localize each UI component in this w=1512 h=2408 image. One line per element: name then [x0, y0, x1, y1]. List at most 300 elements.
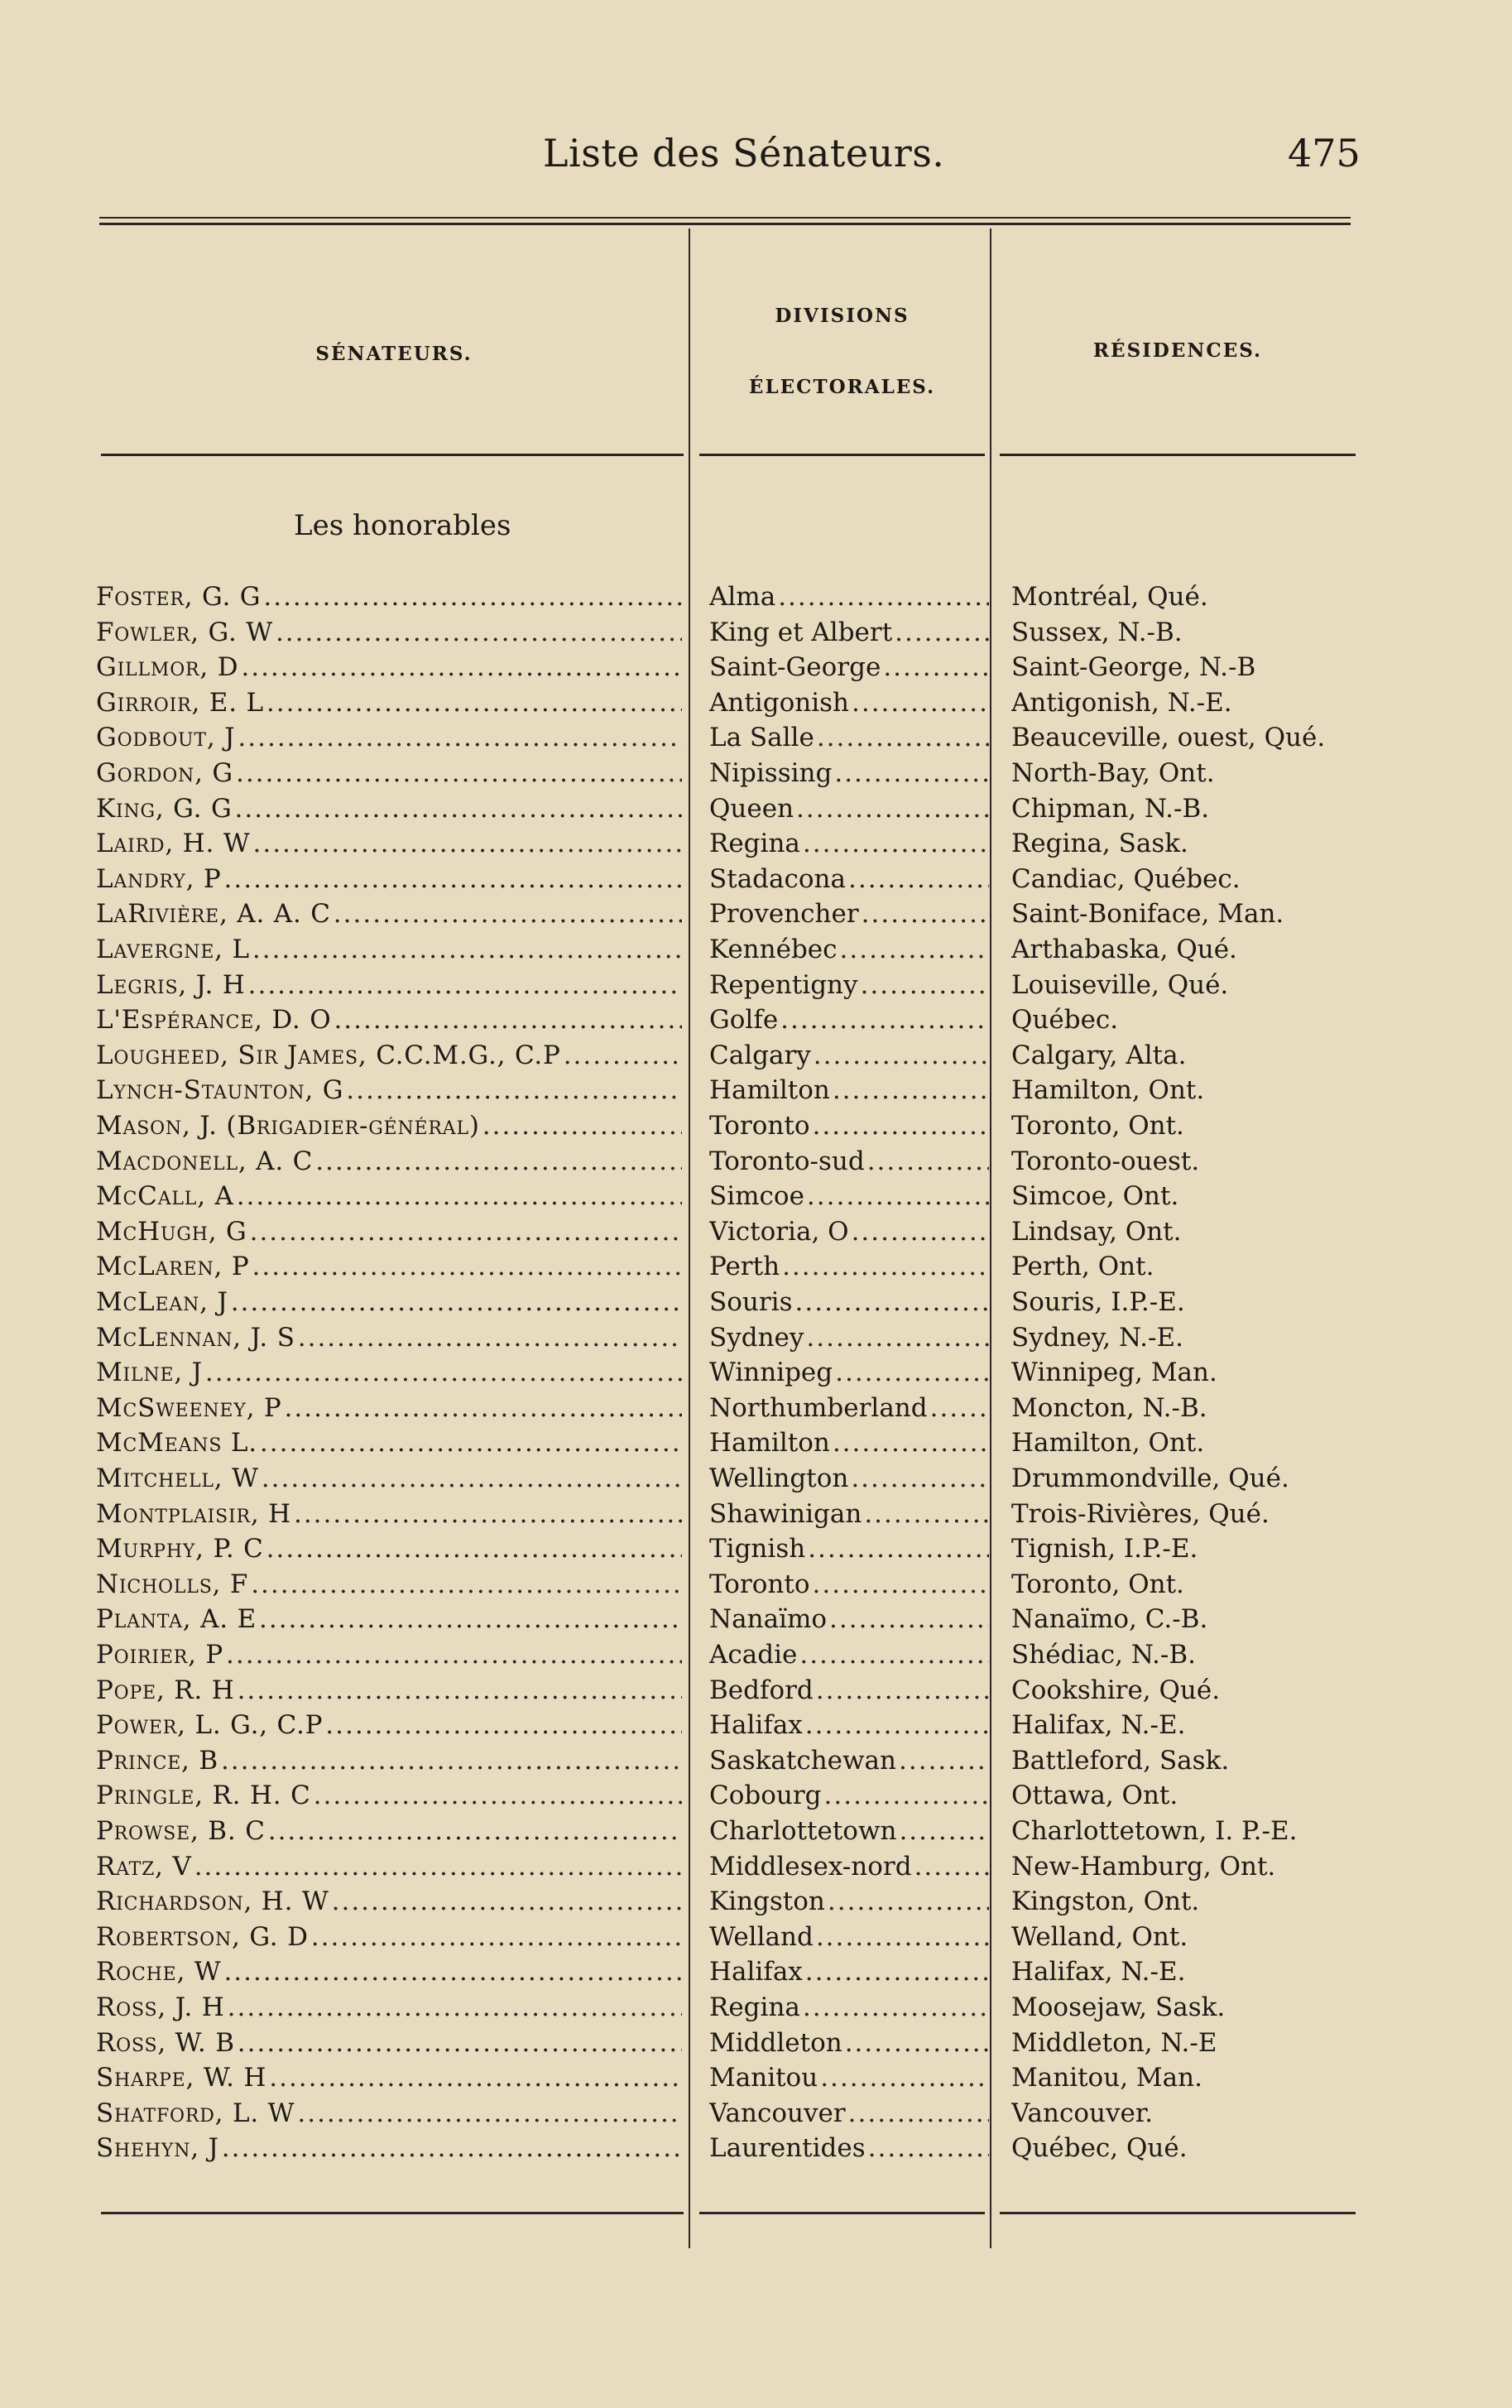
senator-cell [96, 2096, 682, 2132]
division-name: Alma [709, 582, 776, 612]
leader-dots [252, 826, 682, 862]
leader-dots [813, 1567, 989, 1603]
header-residences: RÉSIDENCES. [1092, 339, 1263, 362]
senator-name: McSweeney, P [96, 1392, 282, 1423]
senator-name: Pope, R. H [96, 1675, 235, 1705]
leader-dots [482, 1108, 682, 1144]
residence-name: Chipman, N.-B. [1011, 793, 1210, 824]
senator-name: Roche, W [96, 1957, 222, 1987]
leader-dots [778, 579, 989, 615]
division-name: Simcoe [709, 1181, 804, 1212]
leader-dots [862, 896, 989, 932]
leader-dots [852, 685, 989, 721]
residence-name: Halifax, N.-E. [1011, 1710, 1186, 1741]
residence-name: Simcoe, Ont. [1011, 1181, 1179, 1212]
leader-dots [835, 1355, 989, 1391]
header-rule [101, 454, 684, 456]
senator-cell [96, 1214, 682, 1250]
table-row [0, 579, 1512, 615]
division-cell [709, 2026, 989, 2061]
division-name: Manitou [709, 2063, 818, 2093]
division-name: Laurentides [709, 2133, 866, 2164]
division-name: Kennébec [709, 935, 838, 964]
leader-dots [780, 1002, 989, 1038]
senator-cell [96, 1990, 682, 2026]
leader-dots [805, 1954, 989, 1990]
residence-name: New-Hamburg, Ont. [1011, 1851, 1276, 1882]
leader-dots [864, 1497, 989, 1532]
division-name: Middlesex-nord [709, 1851, 912, 1882]
division-cell [709, 1884, 989, 1920]
senator-name: McLennan, J. S [96, 1322, 295, 1353]
leader-dots [867, 1144, 989, 1180]
table-row [0, 650, 1512, 685]
residence-name: Vancouver. [1011, 2098, 1154, 2128]
residence-cell [1011, 1531, 1359, 1567]
residence-cell [1011, 2060, 1359, 2096]
leader-dots [238, 2026, 682, 2061]
senator-cell [96, 615, 682, 651]
senator-cell [96, 1038, 682, 1074]
residence-name: Drummondville, Qué. [1011, 1464, 1289, 1493]
senator-cell [96, 1708, 682, 1743]
header-rule [1000, 454, 1356, 456]
division-cell [709, 1391, 989, 1426]
division-cell [709, 1673, 989, 1709]
division-cell [709, 720, 989, 756]
division-cell [709, 615, 989, 651]
table-row [0, 1391, 1512, 1426]
leader-dots [297, 2096, 682, 2132]
residence-cell [1011, 1002, 1359, 1038]
leader-dots [805, 1708, 989, 1743]
table-row [0, 1461, 1512, 1497]
footer-rule [1000, 2212, 1356, 2214]
leader-dots [861, 968, 989, 1003]
leader-dots [332, 1884, 682, 1920]
residence-name: Moncton, N.-B. [1011, 1392, 1207, 1423]
senator-cell [96, 1637, 682, 1673]
table-row [0, 1567, 1512, 1603]
residence-cell [1011, 1814, 1359, 1849]
senator-cell [96, 1002, 682, 1038]
senator-name: Godbout, J [96, 723, 236, 753]
residence-cell [1011, 1038, 1359, 1074]
senator-name: Robertson, G. D [96, 1921, 309, 1952]
residence-cell [1011, 650, 1359, 685]
senator-name: Laird, H. W [96, 829, 251, 859]
leader-dots [346, 1073, 682, 1108]
header-rule [699, 454, 985, 456]
division-cell [709, 1002, 989, 1038]
residence-name: Beauceville, ouest, Qué. [1011, 723, 1326, 753]
division-cell [709, 1567, 989, 1603]
leader-dots [237, 1179, 682, 1214]
division-cell [709, 1602, 989, 1637]
senator-name: Ratz, V [96, 1851, 192, 1882]
division-cell [709, 1179, 989, 1214]
senator-cell [96, 1497, 682, 1532]
senator-name: McLean, J [96, 1287, 228, 1317]
leader-dots [263, 579, 682, 615]
leader-dots [851, 1461, 989, 1497]
division-cell [709, 1708, 989, 1743]
residence-name: Tignish, I.P.-E. [1011, 1534, 1198, 1564]
residence-name: Moosejaw, Sask. [1011, 1992, 1226, 2022]
residence-name: Nanaïmo, C.-B. [1011, 1604, 1208, 1635]
leader-dots [808, 1531, 989, 1567]
senator-name: Mason, J. (Brigadier-général) [96, 1111, 480, 1141]
division-name: Saskatchewan [709, 1745, 897, 1776]
table-row [0, 1285, 1512, 1320]
residence-name: Antigonish, N.-E. [1011, 687, 1232, 718]
senator-cell [96, 791, 682, 827]
division-cell [709, 1990, 989, 2026]
table-row [0, 862, 1512, 897]
table-row [0, 1849, 1512, 1885]
leader-dots [224, 862, 682, 897]
division-name: Kingston [709, 1887, 825, 1917]
table-row [0, 2096, 1512, 2132]
leader-dots [294, 1497, 682, 1532]
leader-dots [228, 1990, 682, 2026]
table-row [0, 1320, 1512, 1356]
leader-dots [266, 1531, 682, 1567]
division-cell [709, 1144, 989, 1180]
division-name: Provencher [709, 899, 859, 930]
residence-name: Welland, Ont. [1011, 1921, 1188, 1952]
leader-dots [325, 1708, 682, 1743]
senator-cell [96, 1108, 682, 1144]
residence-name: Souris, I.P.-E. [1011, 1287, 1185, 1317]
residence-name: Cookshire, Qué. [1011, 1675, 1221, 1705]
division-cell [709, 932, 989, 968]
senator-name: Montplaisir, H [96, 1498, 291, 1529]
leader-dots [241, 650, 682, 685]
leader-dots [564, 1038, 682, 1074]
division-cell [709, 1320, 989, 1356]
table-row [0, 615, 1512, 651]
senator-cell [96, 579, 682, 615]
residence-cell [1011, 1320, 1359, 1356]
senator-name: Shatford, L. W [96, 2098, 295, 2128]
residence-cell [1011, 1884, 1359, 1920]
table-row [0, 1038, 1512, 1074]
leader-dots [226, 1637, 682, 1673]
residence-name: Battleford, Sask. [1011, 1745, 1230, 1776]
senator-cell [96, 896, 682, 932]
division-cell [709, 1637, 989, 1673]
leader-dots [235, 791, 682, 827]
residence-cell [1011, 1425, 1359, 1461]
residence-cell [1011, 1673, 1359, 1709]
leader-dots [848, 2096, 989, 2132]
division-cell [709, 756, 989, 791]
senator-name: Pringle, R. H. C [96, 1781, 311, 1811]
residence-cell [1011, 1144, 1359, 1180]
residence-name: Perth, Ont. [1011, 1252, 1154, 1282]
leader-dots [816, 1920, 989, 1955]
senator-cell [96, 1285, 682, 1320]
senator-name: Fowler, G. W [96, 617, 273, 647]
residence-name: Ottawa, Ont. [1011, 1781, 1178, 1811]
division-cell [709, 1778, 989, 1814]
leader-dots [914, 1849, 989, 1885]
residence-name: Louiseville, Qué. [1011, 969, 1229, 1000]
table-row [0, 756, 1512, 791]
division-name: Charlottetown [709, 1816, 897, 1846]
leader-dots [895, 615, 989, 651]
division-name: Regina [709, 829, 800, 859]
division-cell [709, 1814, 989, 1849]
table-row [0, 826, 1512, 862]
table-row [0, 1144, 1512, 1180]
division-name: Stadacona [709, 863, 846, 894]
residence-cell [1011, 1849, 1359, 1885]
leader-dots [814, 1038, 989, 1074]
senator-name: Murphy, P. C [96, 1534, 264, 1564]
division-cell [709, 1073, 989, 1108]
division-cell [709, 1108, 989, 1144]
leader-dots [266, 685, 682, 721]
senator-name: Foster, G. G [96, 582, 262, 612]
table-row [0, 720, 1512, 756]
division-cell [709, 826, 989, 862]
division-name: Regina [709, 1992, 800, 2022]
residence-name: Winnipeg, Man. [1011, 1358, 1217, 1388]
table-row [0, 1637, 1512, 1673]
residence-name: Québec. [1011, 1005, 1119, 1036]
division-name: Toronto [709, 1569, 810, 1599]
senator-name: Landry, P [96, 863, 222, 894]
leader-dots [205, 1355, 682, 1391]
leader-dots [262, 1461, 682, 1497]
leader-dots [251, 1567, 682, 1603]
leader-dots [194, 1849, 682, 1885]
leader-dots [930, 1391, 989, 1426]
leader-dots [795, 1285, 989, 1320]
senator-cell [96, 1954, 682, 1990]
division-cell [709, 968, 989, 1003]
senator-cell [96, 685, 682, 721]
division-name: Welland [709, 1921, 814, 1952]
senator-cell [96, 1814, 682, 1849]
senator-name: Lavergne, L [96, 935, 250, 964]
senator-name: Richardson, H. W [96, 1887, 329, 1917]
senator-name: King, G. G [96, 793, 233, 824]
division-cell [709, 1461, 989, 1497]
residence-name: Hamilton, Ont. [1011, 1428, 1205, 1459]
table-row [0, 791, 1512, 827]
senator-name: McLaren, P [96, 1252, 250, 1282]
senator-cell [96, 2131, 682, 2166]
footer-rule [699, 2212, 985, 2214]
leader-dots [834, 756, 989, 791]
table-row [0, 2131, 1512, 2166]
table-row [0, 2026, 1512, 2061]
running-title: Liste des Sénateurs. [543, 131, 945, 175]
residence-name: Saint-George, N.-B [1011, 652, 1256, 683]
residence-name: Shédiac, N.-B. [1011, 1640, 1196, 1670]
header-divisions-line2: ÉLECTORALES. [748, 376, 936, 398]
division-cell [709, 1531, 989, 1567]
residence-cell [1011, 1497, 1359, 1532]
leader-dots [252, 1249, 683, 1285]
senator-name: Gordon, G [96, 758, 233, 788]
leader-dots [899, 1743, 989, 1779]
leader-dots [833, 1425, 989, 1461]
division-name: Hamilton [709, 1428, 830, 1459]
division-cell [709, 1954, 989, 1990]
table-row [0, 1990, 1512, 2026]
leader-dots [868, 2131, 989, 2166]
leader-dots [828, 1884, 989, 1920]
division-name: Saint-George [709, 652, 881, 683]
division-name: Winnipeg [709, 1358, 833, 1388]
top-double-rule [99, 217, 1351, 225]
division-name: Bedford [709, 1675, 814, 1705]
division-cell [709, 896, 989, 932]
senator-name: Prince, B [96, 1745, 218, 1776]
residence-cell [1011, 1990, 1359, 2026]
leader-dots [250, 1214, 682, 1250]
table-row [0, 1355, 1512, 1391]
senator-name: Macdonell, A. C [96, 1146, 314, 1176]
senator-cell [96, 1391, 682, 1426]
table-row [0, 1002, 1512, 1038]
division-name: Toronto [709, 1111, 810, 1141]
residence-cell [1011, 756, 1359, 791]
division-cell [709, 1285, 989, 1320]
table-row [0, 932, 1512, 968]
table-row [0, 1214, 1512, 1250]
residence-cell [1011, 1214, 1359, 1250]
division-cell [709, 1038, 989, 1074]
leader-dots [803, 826, 989, 862]
division-cell [709, 1920, 989, 1955]
senator-cell [96, 932, 682, 968]
senator-cell [96, 1778, 682, 1814]
page-number: 475 [1288, 131, 1361, 175]
leader-dots [796, 791, 989, 827]
division-name: Perth [709, 1252, 780, 1282]
division-name: Tignish [709, 1534, 806, 1564]
senator-cell [96, 826, 682, 862]
residence-cell [1011, 1708, 1359, 1743]
leader-dots [806, 1320, 989, 1356]
residence-cell [1011, 1920, 1359, 1955]
leader-dots [315, 1144, 682, 1180]
division-name: Acadie [709, 1640, 798, 1670]
residence-name: North-Bay, Ont. [1011, 758, 1215, 788]
senator-name: Lougheed, Sir James, C.C.M.G., C.P [96, 1040, 561, 1070]
residence-cell [1011, 1285, 1359, 1320]
residence-name: Lindsay, Ont. [1011, 1216, 1182, 1247]
residence-name: Calgary, Alta. [1011, 1040, 1187, 1070]
division-name: Halifax [709, 1710, 803, 1741]
residence-cell [1011, 1108, 1359, 1144]
senator-cell [96, 2060, 682, 2096]
senator-cell [96, 1144, 682, 1180]
senator-cell [96, 1531, 682, 1567]
residence-name: Arthabaska, Qué. [1011, 935, 1237, 964]
senator-cell [96, 1567, 682, 1603]
senator-cell [96, 1249, 682, 1285]
leader-dots [236, 756, 682, 791]
residence-cell [1011, 1567, 1359, 1603]
division-cell [709, 1249, 989, 1285]
table-row [0, 1673, 1512, 1709]
residence-cell [1011, 1602, 1359, 1637]
residence-name: Candiac, Québec. [1011, 863, 1241, 894]
leader-dots [268, 1814, 682, 1849]
senator-name: McCall, A [96, 1181, 234, 1212]
residence-cell [1011, 1179, 1359, 1214]
division-cell [709, 1743, 989, 1779]
table-row [0, 896, 1512, 932]
residence-cell [1011, 1073, 1359, 1108]
leader-dots [813, 1108, 989, 1144]
senator-name: Sharpe, W. H [96, 2063, 267, 2093]
residence-name: Saint-Boniface, Man. [1011, 899, 1284, 930]
table-row [0, 1425, 1512, 1461]
senator-name: Legris, J. H [96, 969, 246, 1000]
senator-name: Planta, A. E [96, 1604, 257, 1635]
division-name: Hamilton [709, 1075, 830, 1106]
senator-cell [96, 1920, 682, 1955]
division-name: Victoria, O [709, 1216, 849, 1247]
residence-cell [1011, 2026, 1359, 2061]
division-name: Queen [709, 793, 794, 824]
residence-cell [1011, 862, 1359, 897]
senator-cell [96, 1425, 682, 1461]
division-cell [709, 1355, 989, 1391]
residence-name: Toronto, Ont. [1011, 1569, 1184, 1599]
leader-dots [817, 720, 989, 756]
leader-dots [269, 2060, 682, 2096]
residence-name: Québec, Qué. [1011, 2133, 1188, 2164]
table-row [0, 1531, 1512, 1567]
leader-dots [816, 1673, 989, 1709]
residence-name: Manitou, Man. [1011, 2063, 1202, 2093]
division-name: La Salle [709, 723, 814, 753]
leader-dots [314, 1778, 682, 1814]
division-name: Nanaïmo [709, 1604, 828, 1635]
residence-cell [1011, 2096, 1359, 2132]
residence-cell [1011, 1778, 1359, 1814]
leader-dots [883, 650, 989, 685]
table-row [0, 1954, 1512, 1990]
table-row [0, 1497, 1512, 1532]
residence-cell [1011, 1637, 1359, 1673]
residence-cell [1011, 1249, 1359, 1285]
division-name: Nipissing [709, 758, 833, 788]
senator-cell [96, 756, 682, 791]
leader-dots [799, 1637, 989, 1673]
senator-name: Prowse, B. C [96, 1816, 266, 1846]
residence-cell [1011, 1954, 1359, 1990]
leader-dots [259, 1602, 682, 1637]
division-name: Repentigny [709, 969, 858, 1000]
senator-cell [96, 1320, 682, 1356]
table-row [0, 1602, 1512, 1637]
leader-dots [222, 2131, 682, 2166]
division-cell [709, 862, 989, 897]
residence-name: Hamilton, Ont. [1011, 1075, 1205, 1106]
senator-name: Girroir, E. L [96, 687, 264, 718]
senator-cell [96, 1849, 682, 1885]
division-cell [709, 2060, 989, 2096]
